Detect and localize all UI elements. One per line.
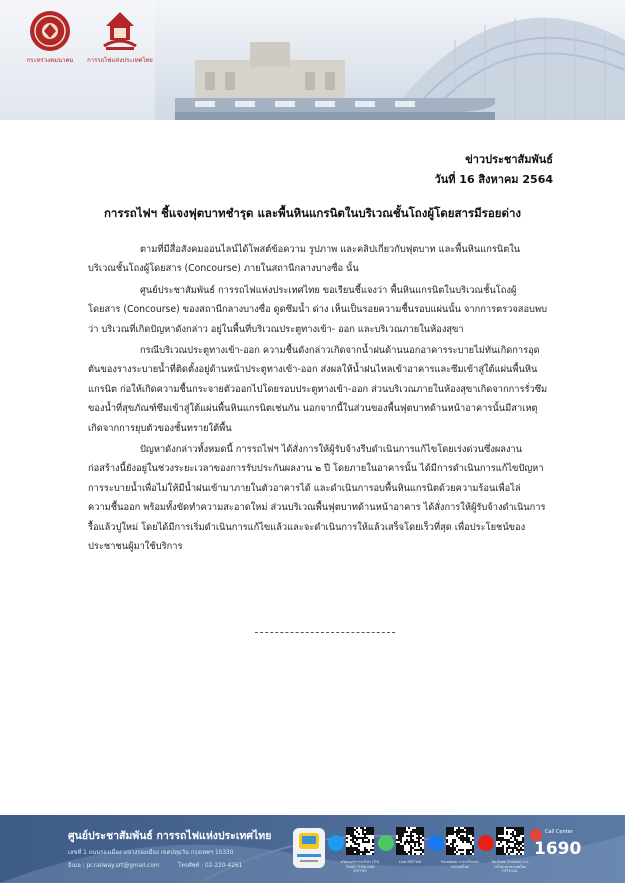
line-icon — [378, 835, 394, 851]
footer-email[interactable]: อีเมล : pr.railway.srt@gmail.com — [68, 863, 160, 869]
qr-caption: YouTube Channel การรถไฟแห่งประเทศไทย OFFICIAL — [491, 860, 529, 873]
footer — [0, 815, 625, 883]
doc-type: ข่าวประชาสัมพันธ์ — [465, 153, 553, 166]
paragraph-1: ตามที่มีสื่อสังคมออนไลน์ได้โพสต์ข้อความ รูปภาพ และคลิปเกี่ยวกับฟุตบาท และพื้นหินแกรนิตในบริเวณชั้นโถงผู้โดยสาร (Concourse) ภายในสถานีกลางบางซื่อ นั้น — [88, 244, 521, 275]
paragraph-2: ศูนย์ประชาสัมพันธ์ การรถไฟแห่งประเทศไทย ขอเรียนชี้แจงว่า พื้นหินแกรนิตในบริเวณชั้นโถงผู้โดยสาร (Concourse) ของสถานีกลางบางซื่อ ดูดซึมน้ำ ด่าง เห็นเป็นรอยความชื้นรอบแผ่นนั้น จากการตรวจสอบพบว่า บริเวณที่เกิดปัญหาดังกล่าว อยู่ในพื้นที่บริเวณประตูทางเข้า- ออก และบริเวณภายในห้องสุขา — [88, 284, 547, 335]
doc-date: วันที่ 16 สิงหาคม 2564 — [434, 173, 553, 186]
app-badge-icon[interactable] — [293, 828, 325, 868]
footer-org: ศูนย์ประชาสัมพันธ์ การรถไฟแห่งประเทศไทย — [68, 830, 272, 842]
call-center-number: 1690 — [534, 839, 582, 859]
srt-logo-caption: การรถไฟแห่งประเทศไทย — [87, 57, 153, 64]
footer-phone: โทรศัพท์ : 02-220-4261 — [178, 863, 243, 869]
twitter-icon — [328, 835, 344, 851]
qr-caption: ทวิตเตอร์การรถไฟฯ (TH) TRAIN THAILAND SRTTHR — [340, 860, 380, 873]
ministry-logo-caption: กระทรวงคมนาคม — [26, 57, 74, 64]
paragraph-3: กรณีบริเวณประตูทางเข้า-ออก ความชื้นดังกล่าวเกิดจากน้ำฝนด้านนอกอาคารระบายไม่ทันเกิดการอุดตันของรางระบายน้ำที่ติดตั้งอยู่ด้านหน้าประตูทางเข้า-ออก ส่งผลให้น้ำฝนไหลเข้าอาคารและซึมเข้าสู่ใต้แผ่นพื้นหินแกรนิต ก่อให้เกิดความชื้นกระจายตัวออกไปโดยรอบประตูทางเข้า-ออก ส่วนบริเวณภายในห้องสุขาเกิดจากการรั่วซึมของน้ำที่สุขภัณฑ์ซึมเข้าสู่ใต้แผ่นพื้นหินแกรนิตเช่นกัน นอกจากนี้ในส่วนของพื้นฟุตบาทด้านหน้าอาคารนั้นมีสาเหตุเกิดจากการยุบตัวของชั้นทรายใต้พื้น — [88, 345, 548, 434]
qr-code-icon — [396, 827, 424, 855]
qr-code-icon — [446, 827, 474, 855]
qr-code-icon — [496, 827, 524, 855]
qr-code-icon — [346, 827, 374, 855]
youtube-icon — [478, 835, 494, 851]
call-center-label: Call Center — [545, 829, 573, 835]
press-meta — [435, 150, 553, 190]
ministry-seal-icon — [29, 10, 71, 52]
header-banner — [0, 0, 625, 120]
doc-body — [88, 240, 548, 559]
srt-emblem-icon — [100, 10, 140, 52]
ministry-logo — [10, 10, 90, 65]
footer-address: เลขที่ 1 ถนนรองเมือง แขวงรองเมือง เขตปทุมวัน กรุงเทพฯ 10330 — [68, 850, 234, 856]
call-center[interactable] — [530, 829, 610, 873]
qr-caption: Facebook การรถไฟแห่งประเทศไทย — [440, 860, 480, 869]
paragraph-4: ปัญหาดังกล่าวทั้งหมดนี้ การรถไฟฯ ได้สั่งการให้ผู้รับจ้างรีบดำเนินการแก้ไขโดยเร่งด่วนซึ่งผลงานก่อสร้างนี้ยังอยู่ในช่วงระยะเวลาของการรับประกันผลงาน ๒ ปี โดยภายในอาคารนั้น ได้มีการดำเนินการแก้ไขปัญหาการระบายน้ำเพื่อไม่ให้มีน้ำฝนเข้ามาภายในตัวอาคารได้ และดำเนินการอบพื้นหินแกรนิตด้วยความร้อนเพื่อไล่ความชื้นออก พร้อมทั้งขัดทำความสะอาดใหม่ ส่วนบริเวณพื้นฟุตบาทด้านหน้าอาคาร ได้สั่งการให้ผู้รับจ้างดำเนินการรื้อแล้วปูใหม่ โดยได้มีการเริ่มดำเนินการแก้ไขแล้วและจะดำเนินการให้แล้วเสร็จโดยเร็วที่สุด เพื่อประโยชน์ของประชาชนผู้มาใช้บริการ — [88, 444, 546, 553]
page-title: การรถไฟฯ ชี้แจงฟุตบาทชำรุด และพื้นหินแกรนิตในบริเวณชั้นโถงผู้โดยสารมีรอยด่าง — [103, 206, 522, 220]
end-separator — [255, 632, 395, 633]
facebook-icon — [428, 835, 444, 851]
srt-logo — [80, 10, 160, 65]
station-photo — [155, 0, 625, 120]
qr-caption: Line SRTThai — [398, 860, 422, 864]
